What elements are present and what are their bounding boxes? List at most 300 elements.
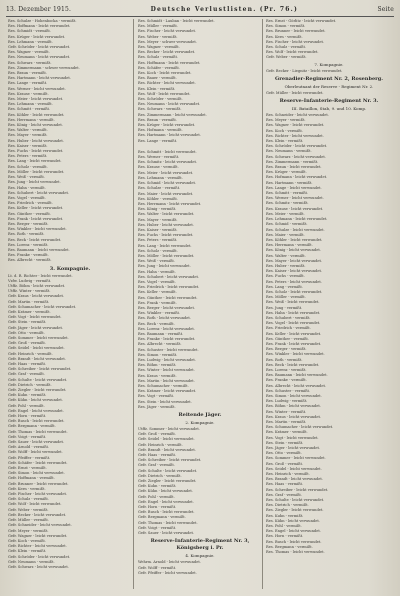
list-item: Res. Stein - leicht verwundet. (138, 399, 192, 404)
list-item: Res. Weiß - leicht verwundet. (266, 300, 320, 305)
list-item: Res. Franke - vermißt. (8, 253, 49, 258)
list-item: Res. Hahn - leicht verwundet. (266, 310, 321, 315)
list-item: Gefr. Schreiber - leicht verwundet. (138, 458, 202, 463)
list-item: Res. Günther - leicht verwundet. (138, 295, 198, 300)
list-item: Res. Kern - vermißt. (266, 34, 303, 39)
list-item: Res. Bauer - vermißt. (138, 76, 177, 81)
list-item: Gefr. Kern - vermißt. (8, 486, 46, 491)
list-item: Gefr. Bergmann - vermißt. (138, 515, 186, 520)
list-item: Res. Krüger - leicht verwundet. (8, 34, 66, 39)
list-item: Lt. d. R. Richter - leicht verwundet. (8, 273, 73, 278)
list-item: Res. Richter - leicht verwundet. (266, 133, 324, 138)
list-item: Res. Lang - leicht verwundet. (8, 159, 62, 164)
list-item: Res. Baumann - leicht verwundet. (8, 247, 70, 252)
list-item: Gefr. Pfeiffer - vermißt. (8, 455, 51, 460)
list-item: Res. Zimmermann - schwer verwundet. (8, 65, 80, 70)
list-item: Res. Günther - vermißt. (266, 336, 309, 341)
list-item: Res. Werner - vermißt. (138, 155, 180, 160)
subsection-heading: 7. Kompagnie. (314, 61, 344, 67)
list-item: Res. Keller - leicht verwundet. (266, 331, 322, 336)
list-item: Res. Albrecht - vermißt. (8, 258, 52, 263)
list-item: Res. Schmid - leicht verwundet. (138, 181, 197, 186)
column-2-list-d (138, 560, 262, 576)
list-item: Res. Schwarz - vermißt. (138, 107, 182, 112)
list-item: Res. Hahn - vermißt. (8, 185, 46, 190)
list-item: Res. Schmitt - leicht verwundet. (138, 149, 197, 154)
list-item: Gefr. Seidel - leicht verwundet. (138, 437, 195, 442)
list-item: Res. Friedrich - leicht verwundet. (138, 285, 200, 290)
list-item: Gefr. Pohl - vermißt. (8, 403, 45, 408)
list-item: Gefr. Schröder - leicht verwundet. (8, 45, 71, 50)
list-item: Res. Lang - leicht verwundet. (138, 243, 192, 248)
list-item: Res. Lorenz - vermißt. (8, 242, 49, 247)
list-item: Gefr. Engel - leicht verwundet. (138, 499, 194, 504)
list-item: Res. Kaiser - vermißt. (8, 143, 48, 148)
list-item: Res. Scholz - vermißt. (138, 248, 178, 253)
list-item: Gefr. Horn - vermißt. (138, 505, 177, 510)
section-heading: Reitende Jäger. (178, 412, 222, 419)
list-item: Res. Meier - leicht verwundet. (8, 97, 64, 102)
list-item: Gefr. Richter - leicht verwundet. (8, 544, 67, 549)
list-item: Res. Walter - vermißt. (266, 253, 306, 258)
list-item: Res. Haas - vermißt. (266, 482, 304, 487)
list-item: Gefr. Schwarz - leicht verwundet. (8, 564, 69, 569)
list-item: Res. Hofmann - vermißt. (138, 128, 183, 133)
column-1-list-a (8, 19, 132, 264)
list-item: Res. Schubert - vermißt. (266, 315, 311, 320)
list-item: Res. Böhm - vermißt. (138, 363, 177, 368)
list-item: Res. Wagner - vermißt. (8, 50, 50, 55)
list-item: Res. König - leicht verwundet. (8, 123, 63, 128)
list-item: Res. Schuster - leicht verwundet. (138, 347, 199, 352)
list-item: Res. König - vermißt. (138, 207, 177, 212)
list-item: Gefr. Seidel - leicht verwundet. (8, 346, 65, 351)
list-item: Res. Becker - leicht verwundet. (138, 50, 196, 55)
list-item: Res. Albrecht - vermißt. (138, 342, 182, 347)
header-page: Seite (377, 5, 394, 13)
list-item: Res. Vogt - vermißt. (138, 394, 175, 399)
list-item: Res. Köhler - leicht verwundet. (8, 112, 65, 117)
list-item: Res. Brunner - leicht verwundet. (266, 29, 326, 34)
list-item: Res. Herrmann - vermißt. (266, 243, 313, 248)
list-item: Res. Müller - vermißt. (138, 24, 179, 29)
list-item: Res. Schulz - vermißt. (138, 55, 179, 60)
subsection-heading: III. Bataillon, Stab, 9. und 10. Komp. (291, 106, 367, 112)
list-item: Res. Braun - leicht verwundet. (266, 165, 322, 170)
list-item: Res. Krüger - vermißt. (266, 170, 307, 175)
list-item: Res. Martin - leicht verwundet. (138, 378, 195, 383)
list-item: Res. Lehmann - leicht verwundet. (266, 217, 328, 222)
list-item: Res. Krämer - leicht verwundet. (138, 389, 197, 394)
list-item: Gefr. Pohl - vermißt. (138, 494, 175, 499)
list-item: Res. Schwarz - leicht verwundet. (266, 154, 327, 159)
list-item: Res. Neumann - leicht verwundet. (138, 102, 201, 107)
list-item: Gefr. Kühn - leicht verwundet. (138, 489, 193, 494)
list-item: Res. Lang - vermißt. (266, 284, 304, 289)
list-item: Gefr. Meyer - vermißt. (8, 528, 49, 533)
list-item: Res. Klein - vermißt. (266, 139, 304, 144)
column-divider (133, 19, 134, 589)
list-item: Res. Kuhn - vermißt. (266, 513, 304, 518)
list-item: Res. Schubert - leicht verwundet. (8, 190, 70, 195)
list-item: Res. Berger - leicht verwundet. (138, 305, 196, 310)
list-item: Res. Fischer - leicht verwundet. (138, 29, 197, 34)
list-item: Res. Maier - leicht verwundet. (138, 191, 194, 196)
list-item: Res. Wagner - vermißt. (138, 45, 180, 50)
list-item: Gefr. Becker - leicht verwundet. (8, 512, 67, 517)
list-item: Gefr. Koch - vermißt. (8, 538, 46, 543)
list-item: Gefr. Wolff - leicht verwundet. (8, 450, 63, 455)
list-item: Res. Frank - vermißt. (138, 300, 177, 305)
list-item: Gefr. Busch - leicht verwundet. (138, 510, 195, 515)
list-item: Res. Weiß - vermißt. (138, 259, 175, 264)
section-heading: Reserve-Infanterie-Regiment Nr. 3. (279, 98, 379, 105)
list-item: Res. Heinrich - vermißt. (266, 472, 310, 477)
list-item: Res. Martin - vermißt. (266, 420, 307, 425)
list-item: Res. Günther - vermißt. (8, 211, 51, 216)
list-item: Gefr. Groß - vermißt. (8, 341, 47, 346)
subsection-heading: 4. Kompagnie. (185, 553, 215, 559)
list-item: Res. Keller - leicht verwundet. (8, 206, 64, 211)
list-item: Res. Meyer - vermißt. (266, 118, 306, 123)
list-item: Res. Roth - vermißt. (8, 232, 45, 237)
list-item: Gefr. Jäger - leicht verwundet. (8, 325, 64, 330)
list-item: Res. Bergmann - vermißt. (266, 544, 313, 549)
list-item: Gefr. Martin - vermißt. (8, 299, 50, 304)
list-item: Res. Vogt - leicht verwundet. (266, 435, 319, 440)
list-item: Gefr. Schulz - vermißt. (8, 497, 49, 502)
list-item: Gefr. Groß - vermißt. (138, 432, 177, 437)
list-item: Res. Schröder - leicht verwundet. (266, 144, 328, 149)
column-2-list-c (138, 427, 262, 536)
list-item: Res. Kaiser - vermißt. (138, 227, 178, 232)
list-item: Res. Schulze - Hohenbocka - vermißt. (8, 19, 77, 23)
list-item: Gefr. Voigt - vermißt. (8, 434, 47, 439)
list-item: Res. Winkler - leicht verwundet. (8, 227, 67, 232)
list-item: Res. Peters - vermißt. (8, 154, 48, 159)
list-item: Gefr. Stein - vermißt. (8, 320, 47, 325)
list-item: Res. Roth - leicht verwundet. (138, 316, 192, 321)
list-item: Res. Roth - vermißt. (266, 357, 303, 362)
list-item: Res. Krause - leicht verwundet. (266, 206, 324, 211)
list-item: Res. Vogel - leicht verwundet. (266, 321, 321, 326)
list-item: Res. Kühn - leicht verwundet. (266, 518, 320, 523)
list-item: Res. Ernst - Görlitz - leicht verwundet. (266, 19, 337, 23)
list-item: Res. Schneider - leicht verwundet. (266, 113, 329, 118)
list-item: Res. Schmidt - Lauban - leicht verwundet. (138, 19, 215, 23)
column-3-list-c (266, 113, 392, 555)
list-item: Res. Vogel - vermißt. (8, 195, 46, 200)
list-item: Gefr. Brandt - leicht verwundet. (8, 356, 66, 361)
list-item: Gefr. Graf - vermißt. (8, 372, 45, 377)
list-item: Res. Beck - vermißt. (138, 321, 175, 326)
list-item: Res. Lorenz - leicht verwundet. (138, 326, 195, 331)
list-item: Res. Simon - leicht verwundet. (266, 394, 322, 398)
list-item: Res. Fuchs - vermißt. (266, 274, 305, 279)
list-item: Gefr. Sauer - leicht verwundet. (8, 440, 65, 445)
list-item: Res. Meier - leicht verwundet. (138, 170, 194, 175)
list-item: Res. Peters - vermißt. (138, 238, 178, 243)
list-item: Res. Schulze - leicht verwundet. (266, 227, 325, 232)
list-item: Res. Schulte - leicht verwundet. (266, 498, 325, 503)
list-item: Res. Simon - vermißt. (266, 24, 306, 29)
list-item: Res. Meyer - schwer verwundet. (138, 39, 197, 44)
list-item: Res. Braun - vermißt. (8, 71, 48, 76)
list-item: Gefr. Thomas - leicht verwundet. (138, 520, 198, 525)
list-item: Res. Kaiser - leicht verwundet. (266, 269, 323, 274)
list-item: Res. Schumacher - leicht verwundet. (266, 425, 334, 430)
list-item: Res. Schmitt - vermißt. (8, 107, 51, 112)
list-item: Res. Baumann - vermißt. (138, 331, 184, 336)
section-heading: Grenadier-Regiment Nr. 2, Rosenberg. (275, 75, 383, 82)
list-item: Res. Fuchs - leicht verwundet. (138, 233, 194, 238)
list-item: Gefr. Otto - vermißt. (8, 330, 45, 335)
list-item: Res. Ludwig - vermißt. (266, 399, 308, 404)
list-item: Gefr. Schäfer - leicht verwundet. (8, 460, 68, 465)
list-item: Res. Walter - leicht verwundet. (138, 212, 195, 217)
list-item: Gefr. Krämer - vermißt. (8, 309, 51, 314)
list-item: Res. Schmitz - vermißt. (266, 201, 309, 206)
list-item: Res. Braun - vermißt. (138, 117, 178, 122)
list-item: Gefr. Pfeiffer - leicht verwundet. (138, 570, 197, 575)
section-heading: Reserve-Infanterie-Regiment Nr. 3, Königsberg i. Pr. (150, 538, 250, 552)
list-item: Res. Kraus - vermißt. (138, 373, 177, 378)
list-item: Gefr. Neumann - vermißt. (8, 559, 55, 564)
list-item: Res. Neumann - vermißt. (266, 149, 312, 154)
list-item: Gefr. Heinrich - vermißt. (138, 442, 183, 447)
list-item: Gefr. Klein - vermißt. (8, 549, 47, 554)
list-item: Utffz. Winter - vermißt. (8, 289, 51, 294)
list-item: Res. Schreiber - leicht verwundet. (266, 487, 329, 492)
list-item: Res. Lehmann - vermißt. (138, 175, 183, 180)
list-item: Res. Graf - vermißt. (266, 492, 302, 497)
list-item: Res. Mayer - vermißt. (8, 133, 48, 138)
list-item: Res. Keller - vermißt. (138, 290, 177, 295)
list-item: Res. Schmitz - leicht verwundet. (138, 160, 198, 165)
list-item: Res. Weiß - vermißt. (8, 175, 45, 180)
list-item: Res. Schmitt - vermißt. (266, 191, 309, 196)
list-item: Res. Hoffmann - leicht verwundet. (8, 24, 71, 29)
list-item: Res. Klein - vermißt. (138, 86, 176, 91)
list-item: Gefr. Haas - vermißt. (138, 453, 177, 458)
list-item: Gefr. Kühn - leicht verwundet. (8, 398, 63, 403)
list-item: Res. Friedrich - vermißt. (8, 201, 53, 206)
list-item: Gefr. Engel - leicht verwundet. (8, 408, 64, 413)
list-item: Res. Mayer - vermißt. (138, 217, 178, 222)
list-item: Res. Hartmann - leicht verwundet. (138, 133, 202, 138)
list-item: Res. Möller - leicht verwundet. (138, 253, 195, 258)
header-date: 13. Dezember 1915. (6, 5, 72, 13)
list-item: Res. Jung - vermißt. (266, 305, 303, 310)
list-item: Res. Schröder - vermißt. (138, 97, 183, 102)
list-item: Res. Huber - vermißt. (266, 263, 306, 268)
list-item: Res. Horn - vermißt. (266, 534, 304, 539)
list-item: Gefr. Schneider - leicht verwundet. (8, 523, 72, 528)
list-item: Res. Krause - vermißt. (138, 165, 179, 170)
header-rule (6, 16, 394, 17)
list-item: Gefr. Brunner - leicht verwundet. (8, 481, 69, 486)
list-item: Res. Schuster - vermißt. (266, 388, 311, 393)
list-item: Res. Schulz - vermißt. (266, 45, 307, 50)
list-item: Res. Berger - vermißt. (266, 347, 307, 352)
list-item: Gefr. Arnold - vermißt. (8, 445, 50, 450)
list-item: Gefr. Heinrich - vermißt. (8, 351, 53, 356)
list-item: Res. Frank - leicht verwundet. (8, 216, 64, 221)
list-item: Res. Lorenz - vermißt. (266, 367, 307, 372)
list-item: Res. Dietrich - vermißt. (266, 503, 309, 508)
subsection-heading: Oberleutnant der Reserve - Regiment Nr. 2. (284, 83, 374, 89)
list-item: Res. Herrmann - vermißt. (8, 117, 55, 122)
list-item: Res. Lange - vermißt. (138, 138, 178, 143)
list-item: Res. Albrecht - leicht verwundet. (266, 383, 327, 388)
list-item: Res. Koch - vermißt. (266, 128, 303, 133)
list-item: Utffz. Sommer - leicht verwundet. (138, 427, 200, 432)
column-2 (138, 19, 262, 589)
list-item: Gefr. Müller - vermißt. (8, 518, 49, 523)
list-item: Res. Mayer - leicht verwundet. (266, 258, 323, 263)
list-item: Res. Schmidt - vermißt. (8, 29, 51, 34)
list-item: Res. Hofmann - leicht verwundet. (266, 175, 328, 180)
list-item: Res. Möller - leicht verwundet. (8, 169, 65, 174)
list-item: Res. Thomas - leicht verwundet. (266, 550, 325, 555)
list-item: Res. Frank - leicht verwundet. (266, 341, 322, 346)
list-item: Utffz. Böhm - leicht verwundet. (8, 283, 66, 288)
list-item: Gefr. Weber - vermißt. (266, 55, 307, 60)
list-item: Res. Stein - vermißt. (266, 440, 304, 445)
list-item: Res. Pohl - vermißt. (266, 524, 302, 529)
list-item: Gefr. Müller - leicht verwundet. (266, 90, 324, 95)
list-item: Gefr. Kuhn - vermißt. (8, 393, 47, 398)
list-item: Gefr. Weber - vermißt. (8, 507, 49, 512)
column-1-list-b (8, 274, 132, 571)
list-item: Res. Beck - leicht verwundet. (266, 362, 320, 367)
list-item: Res. Neumann - leicht verwundet. (8, 55, 71, 60)
list-item: Res. Jung - leicht verwundet. (138, 264, 191, 269)
header-title: Deutsche Verlustlisten. (Pr. 76.) (150, 5, 299, 13)
list-item: Gefr. Thomas - leicht verwundet. (8, 429, 68, 434)
list-item: Gefr. Kraus - leicht verwundet. (8, 294, 65, 299)
list-item: Res. Groß - vermißt. (266, 461, 304, 466)
list-item: Res. Zimmermann - vermißt. (266, 159, 319, 164)
list-item: Res. Huber - leicht verwundet. (8, 138, 64, 143)
column-2-list-a (138, 19, 262, 144)
list-item: Gefr. Kuhn - vermißt. (138, 484, 177, 489)
list-item: Res. Wolf - leicht verwundet. (266, 50, 319, 55)
list-item: Res. Kraus - leicht verwundet. (266, 414, 322, 419)
list-item: Gefr. Schröder - leicht verwundet. (8, 554, 71, 559)
list-item: Res. Winkler - vermißt. (138, 311, 181, 316)
list-item: Res. Krüger - leicht verwundet. (138, 123, 196, 128)
list-item: Res. Schulze - vermißt. (138, 186, 181, 191)
list-item: Wehrm. Arnold - leicht verwundet. (138, 560, 201, 565)
list-item: Gefr. Haas - vermißt. (8, 362, 47, 366)
list-item: Gefr. Dietrich - vermißt. (8, 382, 52, 387)
list-item: Res. Franke - vermißt. (266, 378, 307, 383)
list-item: Gefr. Horn - vermißt. (8, 414, 47, 419)
list-item: Res. Sommer - leicht verwundet. (266, 456, 326, 461)
list-item: Res. Köhler - leicht verwundet. (266, 237, 323, 242)
list-item: Res. Schubert - leicht verwundet. (138, 274, 200, 279)
list-item: Res. Zimmermann - leicht verwundet. (138, 112, 207, 117)
list-item: Gefr. Bergmann - vermißt. (8, 424, 56, 429)
list-item: Res. Hahn - vermißt. (138, 269, 176, 274)
list-item: Res. Baumann - leicht verwundet. (266, 373, 328, 378)
list-item: Gefr. Wolf - leicht verwundet. (8, 502, 62, 507)
list-item: Res. Lange - vermißt. (8, 81, 48, 86)
list-item: Gefr. Sommer - leicht verwundet. (8, 335, 69, 340)
list-item: Gefr. Wolff - vermißt. (138, 565, 177, 570)
column-3 (266, 19, 392, 589)
list-item: Res. Jäger - vermißt. (138, 404, 176, 409)
list-item: Res. Schumacher - vermißt. (138, 384, 189, 389)
list-item: Gefr. Ziegler - leicht verwundet. (138, 479, 197, 484)
list-item: Res. Möller - vermißt. (266, 295, 306, 300)
list-item: Res. Walter - vermißt. (8, 128, 48, 133)
list-item: Gefr. Busch - leicht verwundet. (8, 419, 65, 424)
list-item: Res. Maier - vermißt. (266, 232, 305, 237)
list-item: Res. König - leicht verwundet. (266, 248, 321, 253)
list-item: Res. Krämer - vermißt. (266, 430, 308, 435)
list-item: Res. Lange - leicht verwundet. (266, 185, 322, 190)
column-3-list-b (266, 91, 392, 96)
list-item: Res. Brandt - leicht verwundet. (266, 477, 323, 482)
list-item: Gefr. Graf - vermißt. (138, 463, 175, 468)
list-item: Res. Jung - leicht verwundet. (8, 180, 61, 185)
list-item: Res. Schmid - vermißt. (266, 222, 308, 227)
column-2-list-b (138, 150, 262, 410)
page-header (6, 3, 394, 15)
list-item: Gefr. Schumacher - leicht verwundet. (8, 304, 77, 309)
list-item: Res. Engel - leicht verwundet. (266, 529, 321, 534)
list-item: Res. Wagner - leicht verwundet. (266, 123, 325, 128)
list-item: Res. Schäfer - vermißt. (138, 65, 180, 70)
column-3-list-a (266, 19, 392, 61)
list-item: Gefr. Becker - Liegnitz - leicht verwundet. (266, 68, 343, 73)
list-item: Gefr. Voigt - vermißt. (138, 525, 177, 530)
list-item: Res. Koch - leicht verwundet. (138, 71, 192, 76)
list-item: Res. Köhler - vermißt. (138, 196, 178, 201)
list-item: Res. Scholz - vermißt. (8, 164, 48, 169)
subsection-heading: 2. Kompagnie. (185, 420, 215, 426)
list-item: Gefr. Dietrich - vermißt. (138, 473, 182, 478)
list-item: Res. Franke - leicht verwundet. (138, 337, 196, 342)
list-item: Res. Friedrich - vermißt. (266, 326, 311, 331)
section-heading: 3. Kompagnie. (49, 265, 91, 272)
list-item: Gefr. Wagner - leicht verwundet. (8, 533, 68, 538)
list-item: Res. Simon - vermißt. (138, 352, 178, 357)
list-item: Res. Lehmann - vermißt. (8, 39, 53, 44)
list-item: Vzfw. Ludwig - vermißt. (8, 278, 52, 283)
list-item: Gefr. Vogt - leicht verwundet. (8, 315, 62, 320)
list-item: Gefr. Ziegler - leicht verwundet. (8, 388, 67, 393)
list-item: Res. Fischer - leicht verwundet. (266, 39, 325, 44)
list-item: Res. Weber - vermißt. (138, 34, 178, 39)
list-item: Res. Schwarz - vermißt. (8, 60, 52, 65)
column-1 (8, 19, 132, 589)
list-item: Res. Ziegler - leicht verwundet. (266, 508, 324, 513)
column-divider (262, 19, 263, 589)
list-item: Res. Lehmann - vermißt. (8, 102, 53, 107)
list-item: Res. Winkler - leicht verwundet. (266, 352, 325, 357)
column-3-list-a2 (266, 69, 392, 74)
list-item: Res. Krause - vermißt. (8, 91, 49, 96)
list-item: Res. Werner - leicht verwundet. (8, 86, 66, 91)
list-item: Gefr. Fischer - leicht verwundet. (8, 492, 68, 497)
list-item: Res. Hartmann - vermißt. (266, 180, 313, 185)
list-item: Res. Richter - leicht verwundet. (138, 81, 196, 86)
list-item: Res. Peters - leicht verwundet. (266, 279, 322, 284)
list-item: Res. Seidel - leicht verwundet. (266, 466, 322, 471)
